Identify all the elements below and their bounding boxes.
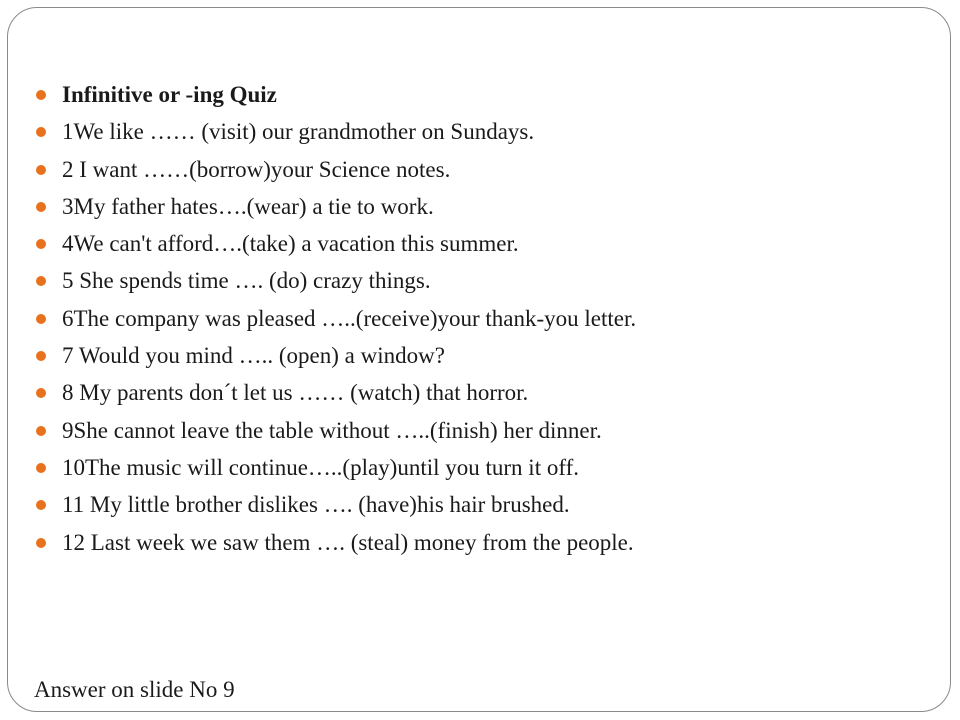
quiz-question-text: 4We can't afford….(take) a vacation this summer. (62, 231, 519, 257)
bullet-dot (36, 202, 46, 212)
answer-footer-note: Answer on slide No 9 (34, 677, 235, 702)
bullet-dot (36, 165, 46, 175)
quiz-question-text: 3My father hates….(wear) a tie to work. (62, 193, 434, 219)
bullet-dot (36, 127, 46, 137)
bullet-dot (36, 538, 46, 548)
quiz-question-text: 7 Would you mind ….. (open) a window? (62, 343, 445, 369)
quiz-question-item (36, 262, 636, 299)
quiz-title: Infinitive or -ing Quiz (62, 82, 277, 107)
quiz-question-text: 10The music will continue…..(play)until you turn it off. (62, 454, 579, 480)
bullet-dot (36, 351, 46, 361)
quiz-bullet-list (36, 76, 636, 561)
bullet-dot (36, 388, 46, 398)
quiz-question-item (36, 412, 636, 449)
bullet-dot (36, 276, 46, 286)
quiz-question-item (36, 374, 636, 411)
bullet-dot (36, 314, 46, 324)
quiz-question-text: 12 Last week we saw them …. (steal) money from the people. (62, 529, 634, 555)
quiz-question-item (36, 113, 636, 150)
quiz-question-item (36, 486, 636, 523)
bullet-dot (36, 500, 46, 510)
quiz-question-item (36, 188, 636, 225)
quiz-question-text: 9She cannot leave the table without …..(finish) her dinner. (62, 417, 602, 443)
quiz-question-item (36, 449, 636, 486)
quiz-question-text: 6The company was pleased …..(receive)your thank-you letter. (62, 305, 637, 331)
quiz-question-text: 11 My little brother dislikes …. (have)his hair brushed. (62, 492, 570, 518)
quiz-question-text: 5 She spends time …. (do) crazy things. (62, 268, 431, 294)
bullet-dot (36, 426, 46, 436)
quiz-question-item (36, 151, 636, 188)
quiz-question-item (36, 225, 636, 262)
quiz-question-text: 1We like …… (visit) our grandmother on Sundays. (62, 119, 535, 145)
bullet-dot (36, 463, 46, 473)
quiz-question-item (36, 337, 636, 374)
quiz-title-item (36, 76, 636, 113)
quiz-question-item (36, 300, 636, 337)
quiz-question-item (36, 524, 636, 561)
bullet-dot (36, 239, 46, 249)
quiz-question-text: 2 I want ……(borrow)your Science notes. (62, 156, 451, 182)
quiz-question-text: 8 My parents don´t let us …… (watch) that horror. (62, 380, 529, 406)
bullet-dot (36, 90, 46, 100)
